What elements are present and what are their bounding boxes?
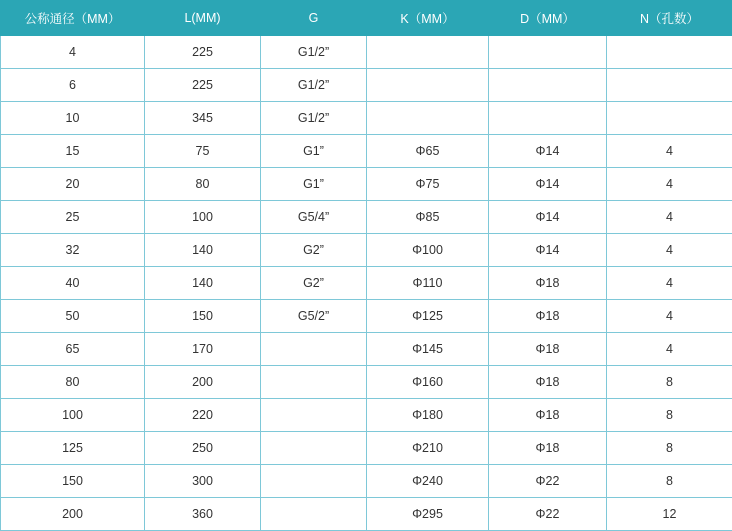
table-row (1, 300, 732, 333)
column-header-hole-count: N（孔数） (607, 1, 732, 36)
cell-length: 100 (145, 201, 261, 234)
table-row (1, 333, 732, 366)
cell-length: 140 (145, 267, 261, 300)
cell-hole-count: 4 (607, 300, 732, 333)
cell-hole-count: 8 (607, 366, 732, 399)
table-row (1, 432, 732, 465)
cell-d: Φ14 (489, 168, 607, 201)
cell-hole-count: 4 (607, 234, 732, 267)
cell-thread: G1/2” (261, 69, 367, 102)
cell-nominal-diameter: 50 (1, 300, 145, 333)
cell-d: Φ14 (489, 234, 607, 267)
table-row (1, 366, 732, 399)
cell-k: Φ100 (367, 234, 489, 267)
table-row (1, 135, 732, 168)
cell-hole-count: 4 (607, 267, 732, 300)
cell-k: Φ210 (367, 432, 489, 465)
cell-k (367, 102, 489, 135)
table-row (1, 36, 732, 69)
cell-hole-count: 4 (607, 333, 732, 366)
cell-hole-count (607, 102, 732, 135)
table-header-row (1, 1, 732, 36)
cell-hole-count: 8 (607, 465, 732, 498)
cell-d: Φ14 (489, 135, 607, 168)
cell-hole-count: 4 (607, 135, 732, 168)
cell-hole-count: 12 (607, 498, 732, 531)
cell-hole-count: 8 (607, 399, 732, 432)
cell-hole-count: 4 (607, 168, 732, 201)
cell-d: Φ18 (489, 333, 607, 366)
cell-length: 225 (145, 36, 261, 69)
cell-length: 345 (145, 102, 261, 135)
cell-d: Φ18 (489, 399, 607, 432)
cell-d: Φ18 (489, 300, 607, 333)
table-header (1, 1, 732, 36)
cell-length: 140 (145, 234, 261, 267)
cell-d: Φ18 (489, 432, 607, 465)
cell-hole-count (607, 36, 732, 69)
cell-nominal-diameter: 4 (1, 36, 145, 69)
cell-thread: G1” (261, 168, 367, 201)
cell-thread (261, 465, 367, 498)
cell-thread: G5/4” (261, 201, 367, 234)
cell-nominal-diameter: 10 (1, 102, 145, 135)
cell-nominal-diameter: 125 (1, 432, 145, 465)
cell-nominal-diameter: 100 (1, 399, 145, 432)
cell-hole-count: 8 (607, 432, 732, 465)
table-row (1, 69, 732, 102)
cell-d: Φ18 (489, 366, 607, 399)
cell-length: 75 (145, 135, 261, 168)
cell-k: Φ180 (367, 399, 489, 432)
cell-length: 300 (145, 465, 261, 498)
cell-k: Φ85 (367, 201, 489, 234)
cell-d: Φ18 (489, 267, 607, 300)
cell-nominal-diameter: 80 (1, 366, 145, 399)
cell-thread (261, 399, 367, 432)
cell-nominal-diameter: 6 (1, 69, 145, 102)
cell-length: 80 (145, 168, 261, 201)
cell-thread: G1” (261, 135, 367, 168)
cell-nominal-diameter: 15 (1, 135, 145, 168)
column-header-d: D（MM） (489, 1, 607, 36)
cell-d (489, 102, 607, 135)
cell-k (367, 69, 489, 102)
column-header-thread: G (261, 1, 367, 36)
cell-k: Φ240 (367, 465, 489, 498)
cell-d (489, 69, 607, 102)
cell-k: Φ65 (367, 135, 489, 168)
cell-d: Φ22 (489, 498, 607, 531)
cell-thread: G2” (261, 234, 367, 267)
cell-nominal-diameter: 150 (1, 465, 145, 498)
table-row (1, 498, 732, 531)
table-row (1, 234, 732, 267)
cell-length: 170 (145, 333, 261, 366)
column-header-length: L(MM) (145, 1, 261, 36)
cell-nominal-diameter: 32 (1, 234, 145, 267)
table-row (1, 201, 732, 234)
cell-thread (261, 366, 367, 399)
cell-thread: G2” (261, 267, 367, 300)
table-row (1, 465, 732, 498)
cell-thread: G1/2” (261, 36, 367, 69)
cell-hole-count: 4 (607, 201, 732, 234)
cell-length: 250 (145, 432, 261, 465)
cell-thread (261, 498, 367, 531)
cell-nominal-diameter: 40 (1, 267, 145, 300)
cell-thread: G5/2” (261, 300, 367, 333)
cell-nominal-diameter: 200 (1, 498, 145, 531)
cell-k (367, 36, 489, 69)
cell-length: 225 (145, 69, 261, 102)
cell-k: Φ75 (367, 168, 489, 201)
cell-length: 200 (145, 366, 261, 399)
cell-k: Φ295 (367, 498, 489, 531)
cell-d (489, 36, 607, 69)
cell-length: 150 (145, 300, 261, 333)
table-row (1, 168, 732, 201)
cell-k: Φ110 (367, 267, 489, 300)
table-row (1, 102, 732, 135)
table-row (1, 267, 732, 300)
cell-thread (261, 432, 367, 465)
cell-length: 220 (145, 399, 261, 432)
cell-k: Φ145 (367, 333, 489, 366)
cell-thread: G1/2” (261, 102, 367, 135)
cell-d: Φ22 (489, 465, 607, 498)
cell-length: 360 (145, 498, 261, 531)
cell-hole-count (607, 69, 732, 102)
table-row (1, 399, 732, 432)
cell-k: Φ125 (367, 300, 489, 333)
cell-nominal-diameter: 25 (1, 201, 145, 234)
cell-d: Φ14 (489, 201, 607, 234)
column-header-nominal-diameter: 公称通径（MM） (1, 1, 145, 36)
cell-nominal-diameter: 65 (1, 333, 145, 366)
cell-k: Φ160 (367, 366, 489, 399)
cell-nominal-diameter: 20 (1, 168, 145, 201)
column-header-k: K（MM） (367, 1, 489, 36)
cell-thread (261, 333, 367, 366)
table-body (1, 36, 732, 531)
